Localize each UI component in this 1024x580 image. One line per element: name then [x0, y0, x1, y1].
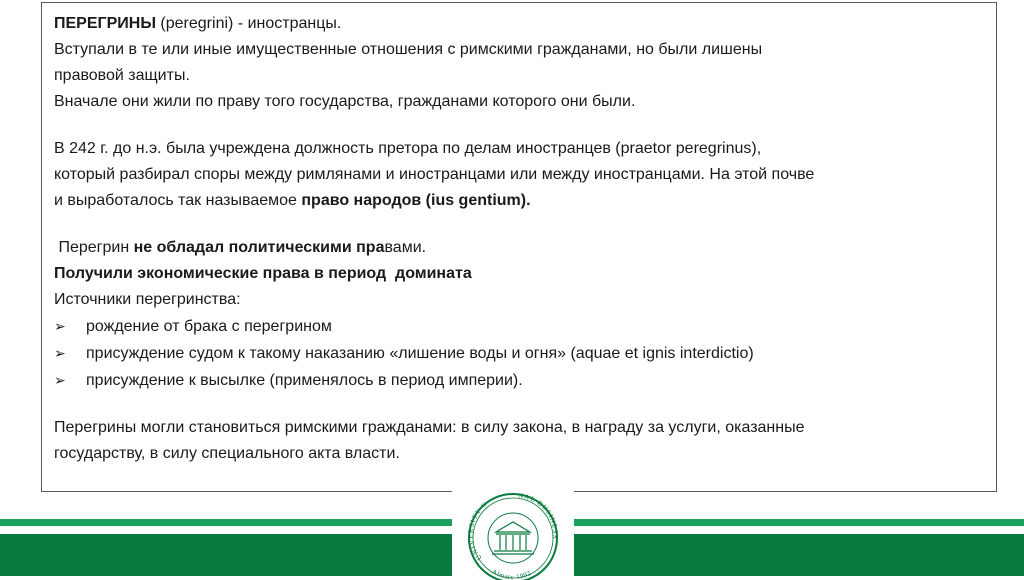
seal-graphic — [452, 488, 574, 580]
paragraph-law-of-state: Вначале они жили по праву того государства, гражданами которого они были. — [54, 93, 636, 110]
paragraph-property-line-1: Вступали в те или иные имущественные отношения с римскими гражданами, но были лишены — [54, 41, 763, 58]
paragraph-peregrini-definition: ПЕРЕГРИНЫ (peregrini) - иностранцы. — [54, 15, 342, 32]
seal-text-right: NAL BUSINESS — [517, 491, 560, 540]
arrow-bullet-icon: ➢ — [54, 318, 66, 334]
paragraph-praetor-line-3: и выработалось так называемое право народов (ius gentium). — [54, 192, 531, 209]
paragraph-praetor-line-1: В 242 г. до н.э. была учреждена должность претора по делам иностранцев (praetor peregrinus), — [54, 140, 762, 157]
seal-text-bottom: Almaty 1992 — [490, 567, 533, 580]
seal-text-left: UNIVERSITY O — [466, 499, 490, 562]
term-ius-gentium: право народов (ius gentium). — [301, 192, 531, 209]
arrow-bullet-icon: ➢ — [54, 345, 66, 361]
paragraph-political-rights: Перегрин не обладал политическими правами. — [54, 239, 427, 256]
paragraph-citizenship-line-2: государству, в силу специального акта власти. — [54, 445, 400, 462]
list-item: ➢ присуждение к высылке (применялось в период империи). — [54, 367, 984, 394]
paragraph-economic-rights: Получили экономические права в период домината — [54, 265, 472, 282]
list-item: ➢ рождение от брака с перегрином — [54, 313, 984, 340]
spacer — [54, 394, 984, 415]
paragraph-praetor-line-2: который разбирал споры между римлянами и иностранцами или между иностранцами. На этой почве — [54, 166, 815, 183]
spacer — [54, 115, 984, 136]
paragraph-sources-heading: Источники перегринства: — [54, 291, 241, 308]
paragraph-property-line-2: правовой защиты. — [54, 67, 190, 84]
content-box — [41, 2, 997, 492]
list-item: ➢ присуждение судом к такому наказанию «лишение воды и огня» (aquae et ignis interdictio) — [54, 340, 984, 367]
paragraph-citizenship-line-1: Перегрины могли становиться римскими гражданами: в силу закона, в награду за услуги, оказанные — [54, 419, 805, 436]
spacer — [54, 214, 984, 235]
term-peregrini: ПЕРЕГРИНЫ — [54, 15, 156, 32]
arrow-bullet-icon: ➢ — [54, 372, 66, 388]
university-seal-icon — [452, 488, 574, 580]
